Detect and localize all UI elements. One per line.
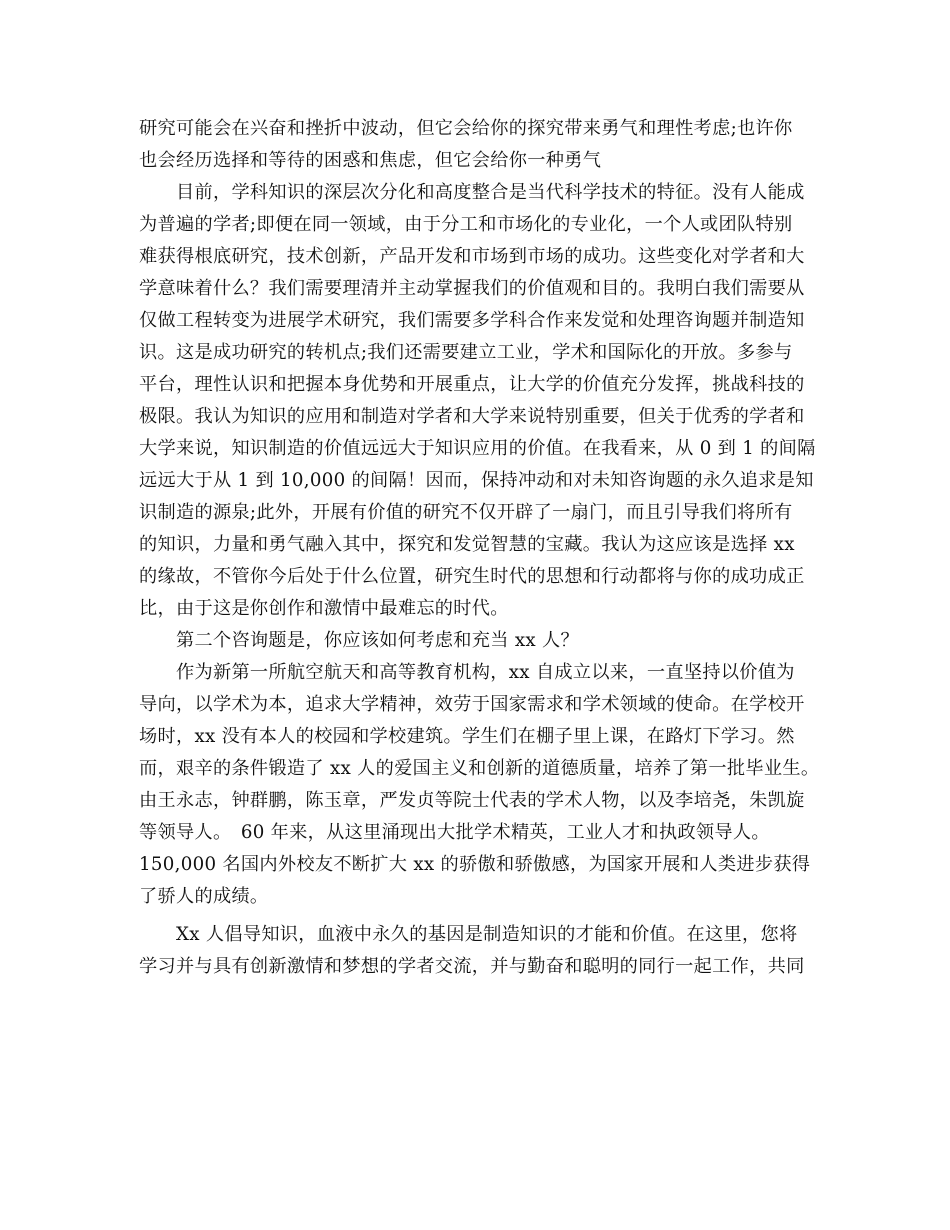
text-line: 150,000 名国内外校友不断扩大 xx 的骄傲和骄傲感，为国家开展和人类进步获得 [139,854,811,875]
text-line: Xx 人倡导知识，血液中永久的基因是制造知识的才能和价值。在这里，您将 [139,924,798,945]
text-line: 学习并与具有创新激情和梦想的学者交流，并与勤奋和聪明的同行一起工作，共同 [139,956,805,977]
text-line: 学意味着什么？我们需要理清并主动掌握我们的价值观和目的。我明白我们需要从 [139,278,805,299]
text-line: 识制造的源泉;此外，开展有价值的研究不仅开辟了一扇门，而且引导我们将所有 [139,502,793,523]
document-body [139,113,820,983]
text-line: 极限。我认为知识的应用和制造对学者和大学来说特别重要，但关于优秀的学者和 [139,406,805,427]
text-line: 比，由于这是你创作和激情中最难忘的时代。 [139,598,509,619]
text-line: 等领导人。 60 年来，从这里涌现出大批学术精英，工业人才和执政领导人。 [139,822,770,843]
text-line: 场时，xx 没有本人的校园和学校建筑。学生们在棚子里上课，在路灯下学习。然 [139,726,795,747]
text-line: 由王永志，钟群鹏，陈玉章，严发贞等院士代表的学术人物，以及李培尧，朱凯旋 [139,790,805,811]
text-line: 导向，以学术为本，追求大学精神，效劳于国家需求和学术领域的使命。在学校开 [139,694,805,715]
text-line: 而，艰辛的条件锻造了 xx 人的爱国主义和创新的道德质量，培养了第一批毕业生。 [139,758,820,779]
text-line: 为普遍的学者;即便在同一领域，由于分工和市场化的专业化，一个人或团队特别 [139,214,793,235]
text-line: 也会经历选择和等待的困惑和焦虑，但它会给你一种勇气 [139,150,602,171]
paragraph [139,625,804,657]
text-line: 大学来说，知识制造的价值远远大于知识应用的价值。在我看来，从 0 到 1 的间隔 [139,438,816,459]
text-line: 研究可能会在兴奋和挫折中波动，但它会给你的探究带来勇气和理性考虑;也许你 [139,118,793,139]
text-line: 第二个咨询题是，你应该如何考虑和充当 xx 人？ [139,630,580,651]
paragraph [139,919,804,983]
text-line: 难获得根底研究，技术创新，产品开发和市场到市场的成功。这些变化对学者和大 [139,246,805,267]
text-line: 作为新第一所航空航天和高等教育机构，xx 自成立以来，一直坚持以价值为 [139,662,795,683]
text-line: 的知识，力量和勇气融入其中，探究和发觉智慧的宝藏。我认为这应该是选择 xx [139,534,795,555]
paragraph [139,113,804,177]
text-line: 目前，学科知识的深层次分化和高度整合是当代科学技术的特征。没有人能成 [139,182,805,203]
paragraph [139,177,816,625]
text-line: 识。这是成功研究的转机点;我们还需要建立工业，学术和国际化的开放。多参与 [139,342,793,363]
text-line: 平台，理性认识和把握本身优势和开展重点，让大学的价值充分发挥，挑战科技的 [139,374,805,395]
text-line: 的缘故，不管你今后处于什么位置，研究生时代的思想和行动都将与你的成功成正 [139,566,805,587]
paragraph [139,657,820,913]
text-line: 远远大于从 1 到 10,000 的间隔！因而，保持冲动和对未知咨询题的永久追求是知 [139,470,814,491]
text-line: 仅做工程转变为进展学术研究，我们需要多学科合作来发觉和处理咨询题并制造知 [139,310,805,331]
text-line: 了骄人的成绩。 [139,886,269,907]
